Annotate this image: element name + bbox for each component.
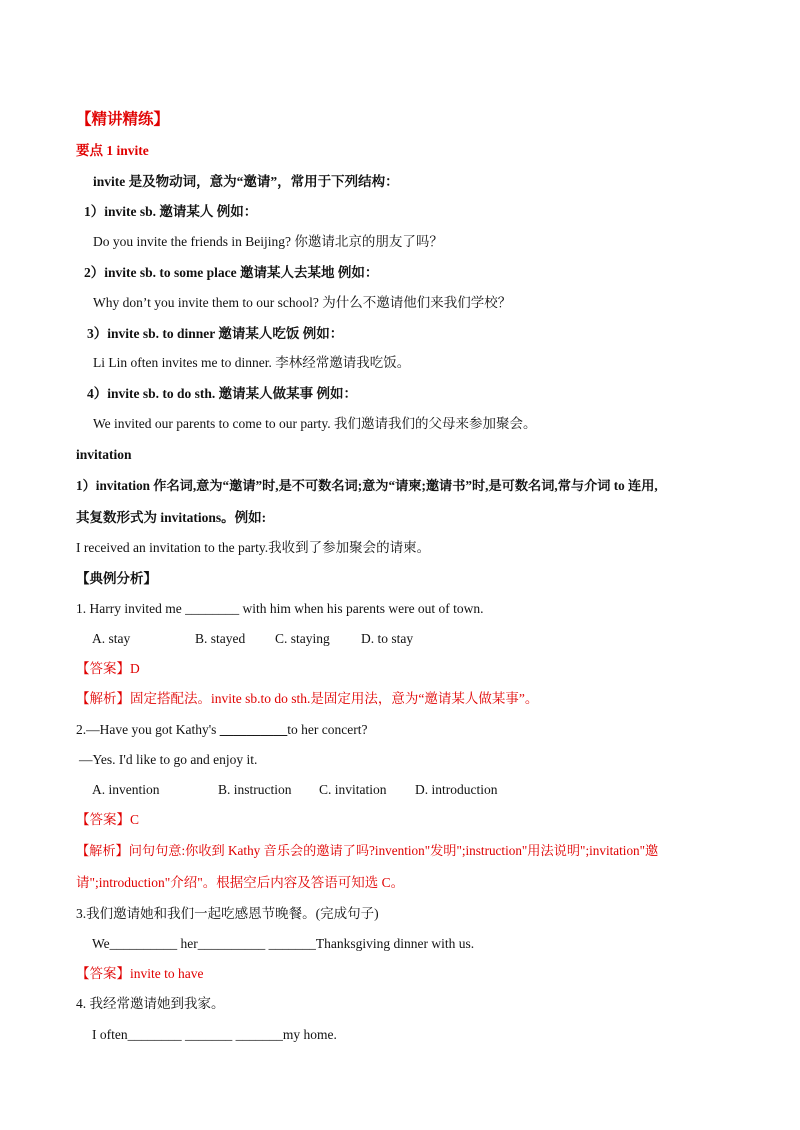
q2-blank: __________ <box>219 722 288 737</box>
point-heading: 要点 1 invite <box>76 143 149 158</box>
invitation-note-line-2: 其复数形式为 invitations。例如: <box>76 510 267 525</box>
q2-option-c: C. invitation <box>319 782 387 797</box>
q2-option-d: D. introduction <box>415 782 498 797</box>
q1-options <box>92 630 413 648</box>
analysis-heading: 【典例分析】 <box>76 571 157 586</box>
section-title: 【精讲精练】 <box>76 111 170 128</box>
q1-stem: 1. Harry invited me ________ with him when his parents were out of town. <box>76 601 484 616</box>
intro-text: invite 是及物动词，意为“邀请”，常用于下列结构： <box>93 174 399 189</box>
structure-4-head: 4）invite sb. to do sth. 邀请某人做某事 例如： <box>87 386 358 401</box>
q1-option-a: A. stay <box>92 631 131 646</box>
q2-explanation-line-1: 【解析】问句句意:你收到 Kathy 音乐会的邀请了吗?invention"发明";instruction"用法说明";invitation"邀 <box>76 843 659 858</box>
q4-stem: 4. 我经常邀请她到我家。 <box>76 996 225 1011</box>
structure-1-example: Do you invite the friends in Beijing? 你邀请北京的朋友了吗？ <box>93 234 443 249</box>
q2-stem-end: to her concert? <box>287 722 368 737</box>
q4-fill-sentence: I often________ _______ _______my home. <box>92 1027 337 1042</box>
q2-explanation-line-2: 请";introduction"介绍"。根据空后内容及答语可知选 C。 <box>76 875 405 890</box>
q2-answer: 【答案】C <box>76 812 140 827</box>
structure-3-example: Li Lin often invites me to dinner. 李林经常邀请我吃饭。 <box>93 355 411 370</box>
structure-4-example: We invited our parents to come to our party. 我们邀请我们的父母来参加聚会。 <box>93 416 537 431</box>
q1-explanation: 【解析】固定搭配法。invite sb.to do sth.是固定用法，意为“邀请某人做某事”。 <box>76 691 539 706</box>
q2-options <box>92 781 498 799</box>
q1-option-b: B. stayed <box>195 631 246 646</box>
invitation-example: I received an invitation to the party.我收到了参加聚会的请柬。 <box>76 540 431 555</box>
q2-stem-start: 2.—Have you got Kathy's <box>76 722 220 737</box>
invitation-note-line-1: 1）invitation 作名词,意为“邀请”时,是不可数名词;意为“请柬;邀请书”时,是可数名词,常与介词 to 连用, <box>76 478 658 493</box>
q2-option-a: A. invention <box>92 782 160 797</box>
q1-option-d: D. to stay <box>361 631 414 646</box>
q2-option-b: B. instruction <box>218 782 292 797</box>
q1-option-c: C. staying <box>275 631 330 646</box>
q2-stem <box>76 721 368 739</box>
structure-3-head: 3）invite sb. to dinner 邀请某人吃饭 例如： <box>87 326 344 341</box>
invitation-heading: invitation <box>76 447 132 462</box>
structure-2-head: 2）invite sb. to some place 邀请某人去某地 例如： <box>84 265 379 280</box>
q2-reply: —Yes. I'd like to go and enjoy it. <box>79 752 258 767</box>
structure-2-example: Why don’t you invite them to our school? 为什么不邀请他们来我们学校？ <box>93 295 512 310</box>
structure-1-head: 1）invite sb. 邀请某人 例如： <box>84 204 258 219</box>
q3-stem: 3.我们邀请她和我们一起吃感恩节晚餐。(完成句子) <box>76 906 379 921</box>
q3-fill-sentence: We__________ her__________ _______Thanksgiving dinner with us. <box>92 936 475 951</box>
q1-answer: 【答案】D <box>76 661 140 676</box>
q3-answer: 【答案】invite to have <box>76 966 204 981</box>
